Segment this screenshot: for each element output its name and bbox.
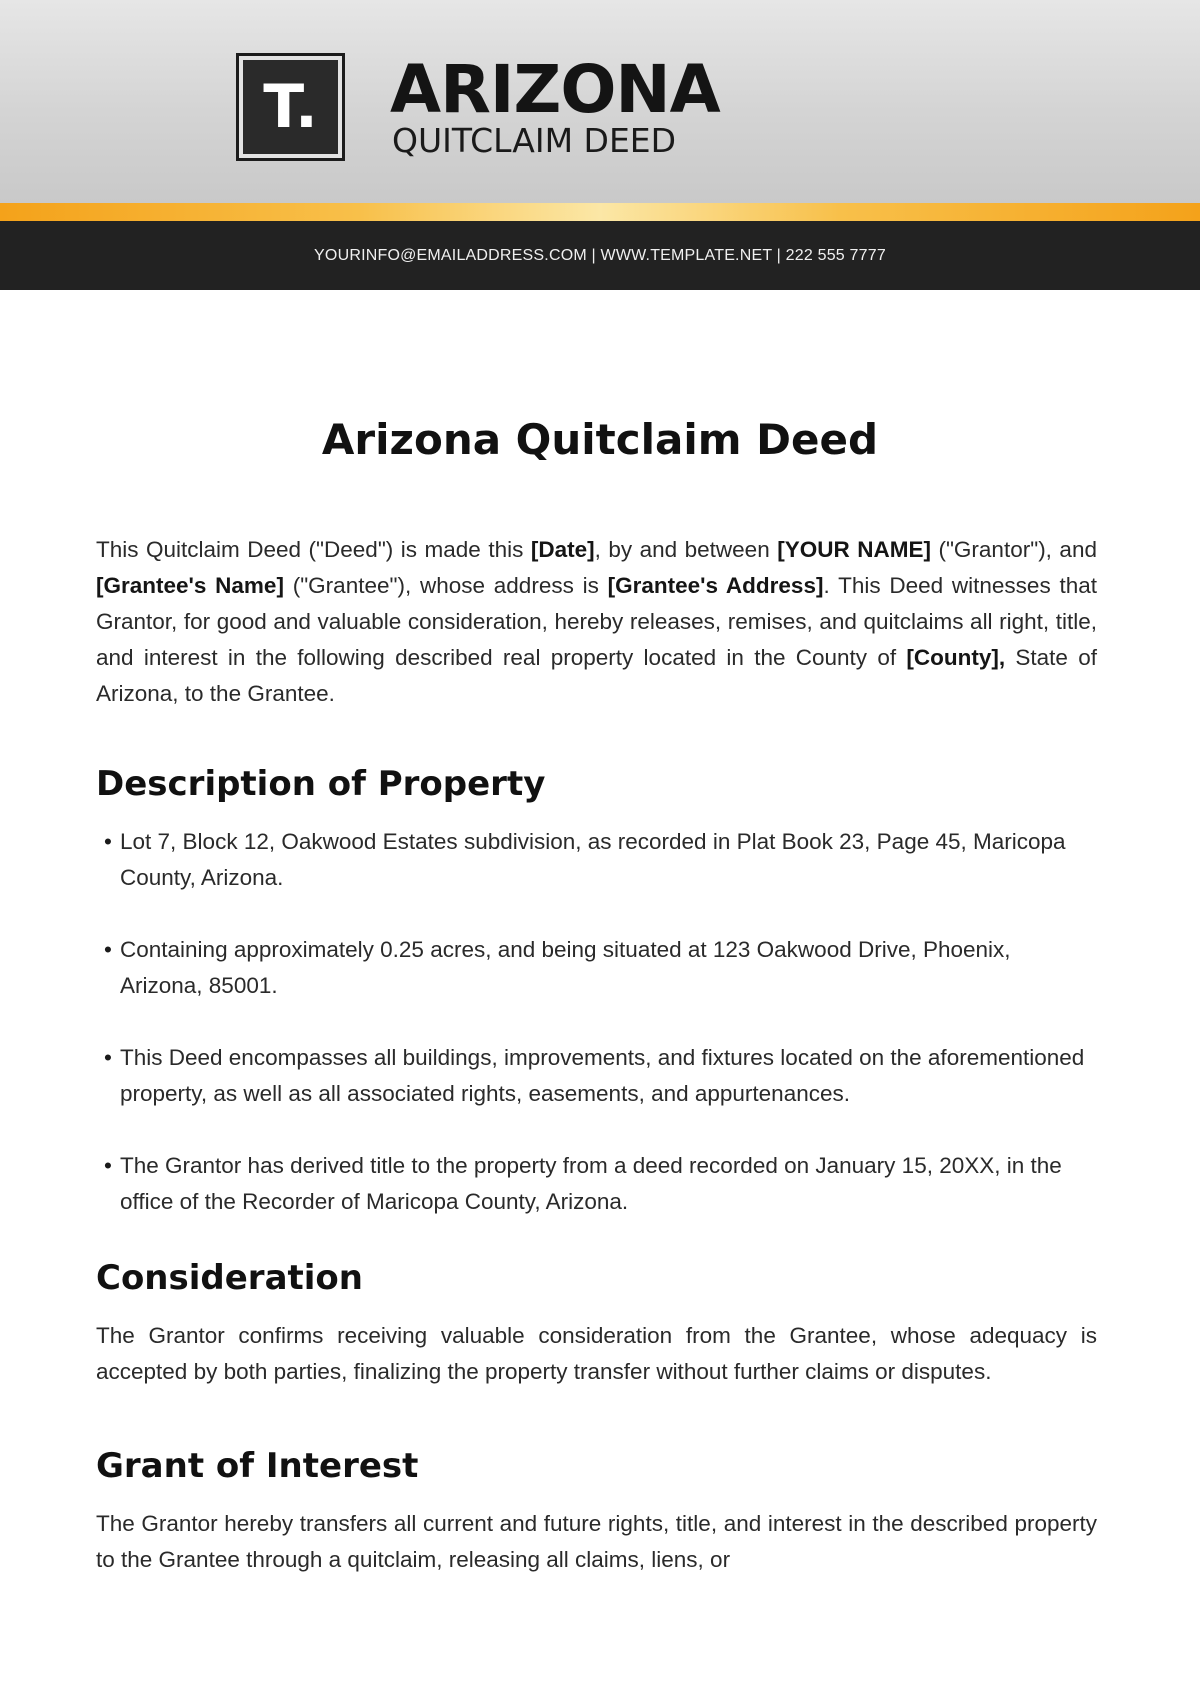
grantee-address-placeholder: [Grantee's Address] (607, 573, 824, 598)
header-banner (0, 0, 1200, 203)
grantee-name-placeholder: [Grantee's Name] (96, 573, 284, 598)
intro-text: , by and between (594, 537, 778, 562)
intro-paragraph (96, 532, 1097, 712)
grantor-name-placeholder: [YOUR NAME] (777, 537, 931, 562)
logo-mark: T. (243, 60, 338, 154)
section-heading-grant: Grant of Interest (96, 1446, 419, 1486)
grant-paragraph: The Grantor hereby transfers all current and future rights, title, and interest in the described property to the Grantee through a quitclaim, releasing all claims, liens, or (96, 1511, 1097, 1572)
section-heading-description: Description of Property (96, 764, 546, 804)
contact-info: YOURINFO@EMAILADDRESS.COM | WWW.TEMPLATE.NET | 222 555 7777 (314, 246, 886, 264)
intro-text: ("Grantor"), and (930, 537, 1097, 562)
document-body (96, 532, 1097, 1578)
consideration-paragraph: The Grantor confirms receiving valuable consideration from the Grantee, whose adequacy is accepted by both parties, finalizing the property transfer without further claims or disputes. (96, 1323, 1097, 1384)
contact-band (0, 221, 1200, 290)
section-heading-consideration: Consideration (96, 1258, 363, 1298)
document-title: Arizona Quitclaim Deed (321, 415, 879, 464)
property-description-list (96, 824, 1097, 1220)
intro-text: This Quitclaim Deed ("Deed") is made this (96, 537, 531, 562)
list-item: • The Grantor has derived title to the property from a deed recorded on January 15, 20XX, in the office of the Recorder of Maricopa County, Arizona. (96, 1148, 1097, 1220)
date-placeholder: [Date] (530, 537, 595, 562)
list-item: • This Deed encompasses all buildings, improvements, and fixtures located on the aforementioned property, as well as all associated rights, easements, and appurtenances. (96, 1040, 1097, 1112)
accent-bar (0, 203, 1200, 221)
intro-text: . This Deed witnesses that Grantor, for good and valuable consideration, hereby releases, remises, and quitclaims all right, title, and interest in the following described real property located in the County of (96, 573, 1097, 670)
list-item: • Lot 7, Block 12, Oakwood Estates subdivision, as recorded in Plat Book 23, Page 45, Maricopa County, Arizona. (96, 824, 1097, 896)
intro-text: ("Grantee"), whose address is (283, 573, 608, 598)
intro-text: State of Arizona, to the Grantee. (96, 645, 1097, 706)
list-item: • Containing approximately 0.25 acres, and being situated at 123 Oakwood Drive, Phoenix, Arizona, 85001. (96, 932, 1097, 1004)
brand-title: ARIZONA (390, 51, 720, 128)
logo (236, 53, 345, 161)
brand-subtitle: QUITCLAIM DEED (392, 121, 677, 160)
county-placeholder: [County], (906, 645, 1006, 670)
